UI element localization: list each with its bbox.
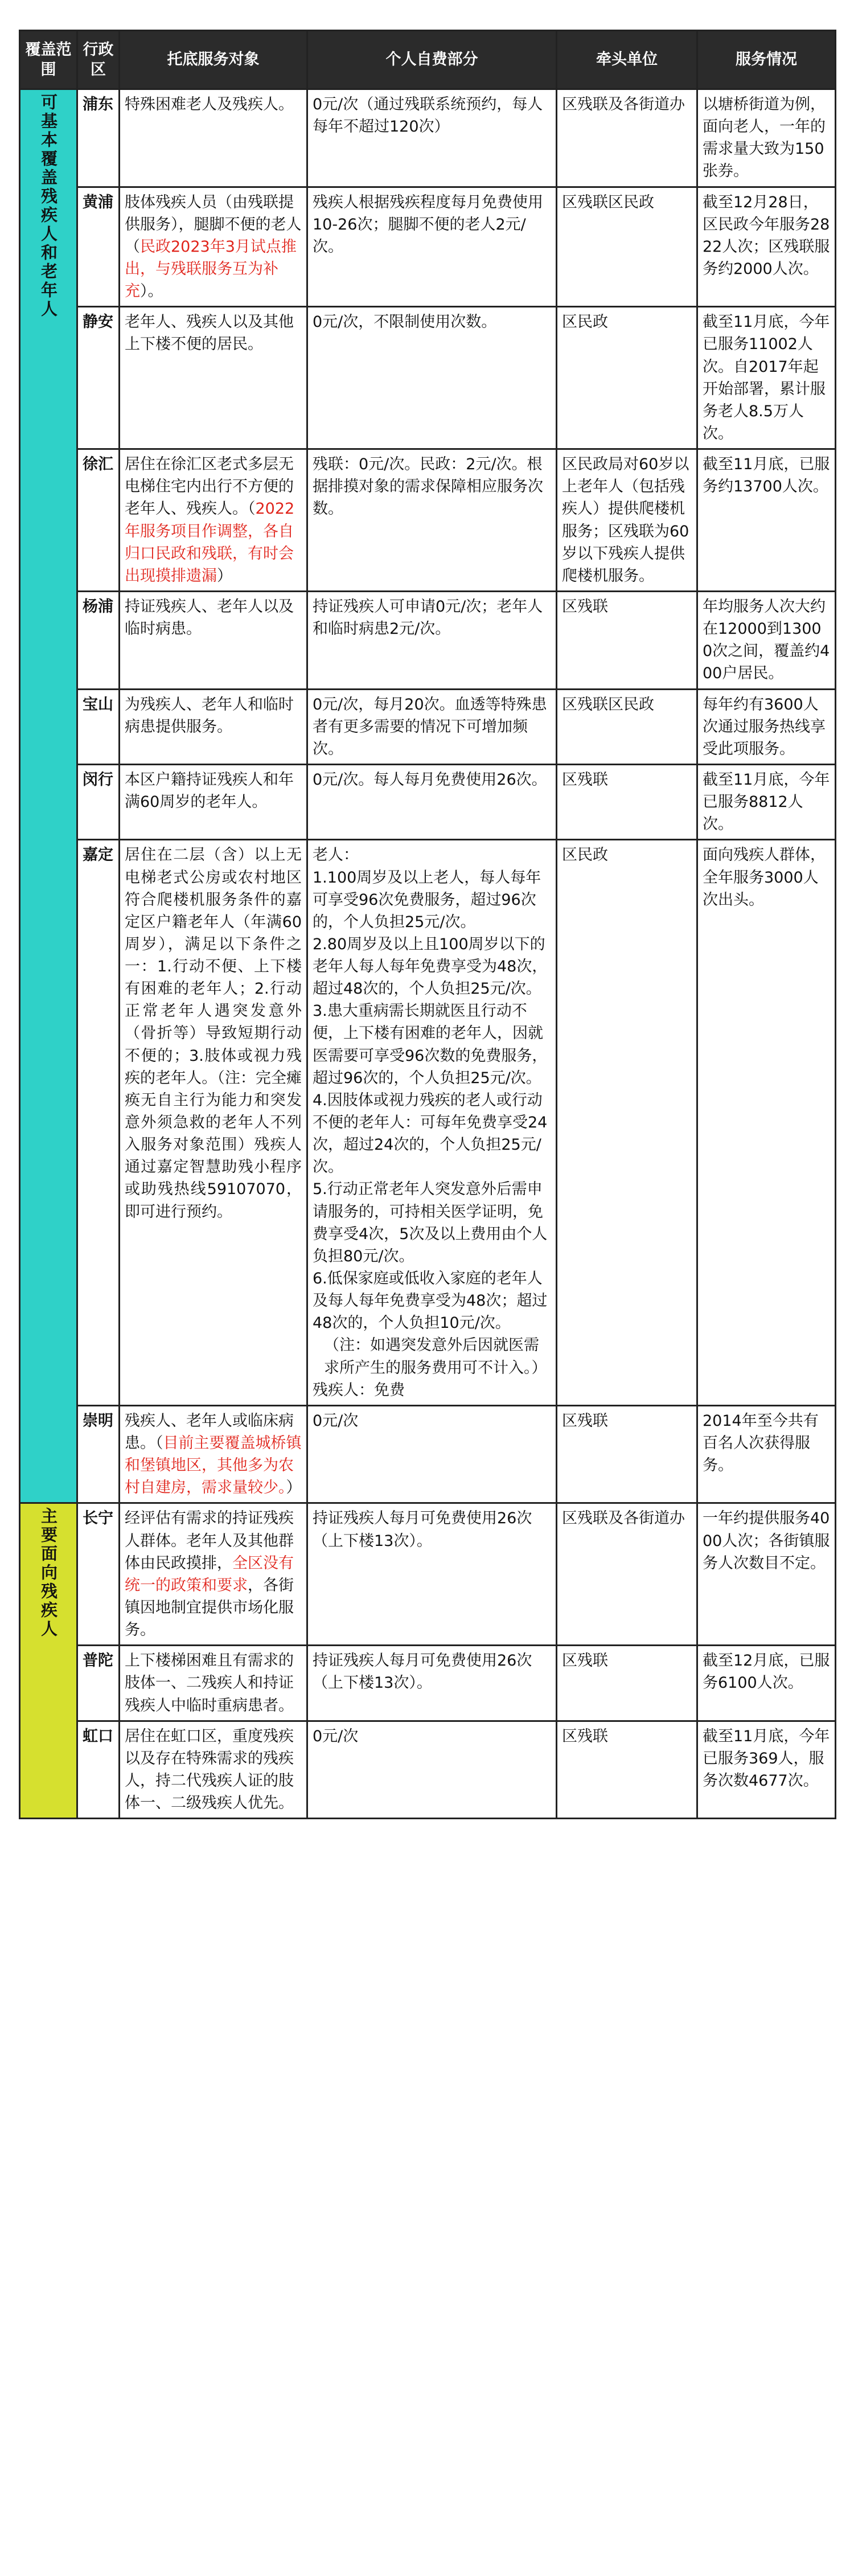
target-cell: 老年人、残疾人以及其他上下楼不便的居民。 bbox=[120, 307, 307, 449]
table-row bbox=[20, 689, 836, 764]
district-cell: 宝山 bbox=[77, 689, 120, 764]
target-highlight: 民政2023年3月试点推出，与残联服务互为补充 bbox=[125, 237, 297, 301]
target-cell: 持证残疾人、老年人以及临时病患。 bbox=[120, 591, 307, 689]
target-text-after: ） bbox=[217, 567, 232, 585]
service-cell: 每年约有3600人次通过服务热线享受此项服务。 bbox=[697, 689, 836, 764]
table-row bbox=[20, 1405, 836, 1503]
fee-cell: 0元/次，每月20次。血透等特殊患者有更多需要的情况下可增加频次。 bbox=[307, 689, 557, 764]
table-row bbox=[20, 1721, 836, 1819]
district-cell: 浦东 bbox=[77, 89, 120, 187]
district-cell: 长宁 bbox=[77, 1503, 120, 1646]
scope-label: 可基本覆盖残疾人和老年人 bbox=[39, 93, 59, 319]
scope-label: 主要面向残疾人 bbox=[39, 1507, 59, 1639]
target-cell bbox=[120, 1405, 307, 1503]
target-cell: 上下楼梯困难且有需求的肢体一、二残疾人和持证残疾人中临时重病患者。 bbox=[120, 1646, 307, 1721]
service-cell: 面向残疾人群体，全年服务3000人次出头。 bbox=[697, 840, 836, 1406]
table-row bbox=[20, 187, 836, 307]
fee-cell: 持证残疾人每月可免费使用26次（上下楼13次）。 bbox=[307, 1646, 557, 1721]
service-cell: 一年约提供服务4000人次；各街镇服务人次数目不定。 bbox=[697, 1503, 836, 1646]
fee-line: 老人： bbox=[313, 846, 359, 864]
lead-cell: 区民政局对60岁以上老年人（包括残疾人）提供爬楼机服务；区残联为60岁以下残疾人提供爬楼机服务。 bbox=[557, 449, 697, 592]
header-lead: 牵头单位 bbox=[557, 31, 697, 89]
table-row bbox=[20, 591, 836, 689]
scope-cell-group2 bbox=[20, 1503, 77, 1819]
target-text: 残疾人、老年人或临床病患。（ bbox=[125, 1412, 294, 1453]
table-row bbox=[20, 307, 836, 449]
service-cell: 以塘桥街道为例，面向老人，一年的需求量大致为150张券。 bbox=[697, 89, 836, 187]
lead-cell: 区民政 bbox=[557, 307, 697, 449]
service-cell: 截至12月底，已服务6100人次。 bbox=[697, 1646, 836, 1721]
fee-line: 6.低保家庭或低收入家庭的老年人及每人每年免费享受为48次；超过48次的，个人负担10元/次。 bbox=[313, 1270, 548, 1332]
target-cell: 居住在虹口区，重度残疾以及存在特殊需求的残疾人，持二代残疾人证的肢体一、二级残疾人优先。 bbox=[120, 1721, 307, 1819]
target-highlight: 2022年服务项目作调整，各自归口民政和残联，有时会出现摸排遗漏 bbox=[125, 500, 295, 585]
district-cell: 静安 bbox=[77, 307, 120, 449]
scope-cell-group1 bbox=[20, 89, 77, 1503]
fee-line: 1.100周岁及以上老人，每人每年可享受96次免费服务，超过96次的，个人负担25元/次。 bbox=[313, 868, 541, 931]
target-text: 居住在徐汇区老式多层无电梯住宅内出行不方便的老年人、残疾人。（ bbox=[125, 456, 294, 518]
lead-cell: 区民政 bbox=[557, 840, 697, 1406]
lead-cell: 区残联 bbox=[557, 591, 697, 689]
district-cell: 黄浦 bbox=[77, 187, 120, 307]
table-row bbox=[20, 1503, 836, 1646]
service-cell: 截至11月底，今年已服务8812人次。 bbox=[697, 764, 836, 839]
header-service: 服务情况 bbox=[697, 31, 836, 89]
district-cell: 闵行 bbox=[77, 764, 120, 839]
target-highlight: 目前主要覆盖城桥镇和堡镇地区，其他多为农村自建房，需求量较少。 bbox=[125, 1434, 302, 1497]
service-cell: 年均服务人次大约在12000到13000次之间，覆盖约400户居民。 bbox=[697, 591, 836, 689]
target-text: 肢体残疾人员（由残联提供服务），腿脚不便的老人（ bbox=[125, 193, 302, 256]
table-row bbox=[20, 764, 836, 839]
target-cell bbox=[120, 449, 307, 592]
target-cell: 为残疾人、老年人和临时病患提供服务。 bbox=[120, 689, 307, 764]
lead-cell: 区残联区民政 bbox=[557, 689, 697, 764]
fee-cell: 持证残疾人每月可免费使用26次（上下楼13次）。 bbox=[307, 1503, 557, 1646]
fee-line: （注：如遇突发意外后因就医需求所产生的服务费用可不计入。） bbox=[324, 1336, 547, 1377]
header-district: 行政区 bbox=[77, 31, 120, 89]
lead-cell: 区残联 bbox=[557, 764, 697, 839]
fee-cell: 0元/次，不限制使用次数。 bbox=[307, 307, 557, 449]
header-target: 托底服务对象 bbox=[120, 31, 307, 89]
fee-cell: 0元/次（通过残联系统预约，每人每年不超过120次） bbox=[307, 89, 557, 187]
fee-cell: 0元/次。每人每月免费使用26次。 bbox=[307, 764, 557, 839]
header-row bbox=[20, 31, 836, 89]
fee-line: 2.80周岁及以上且100周岁以下的老年人每人每年免费享受为48次，超过48次的，个人负担25元/次。 bbox=[313, 935, 548, 998]
target-highlight: 全区没有统一的政策和要求 bbox=[125, 1554, 294, 1594]
table-row bbox=[20, 89, 836, 187]
fee-cell: 残联：0元/次。民政：2元/次。根据排摸对象的需求保障相应服务次数。 bbox=[307, 449, 557, 592]
district-cell: 虹口 bbox=[77, 1721, 120, 1819]
table-row bbox=[20, 449, 836, 592]
lead-cell: 区残联及各街道办 bbox=[557, 89, 697, 187]
district-cell: 崇明 bbox=[77, 1405, 120, 1503]
district-cell: 徐汇 bbox=[77, 449, 120, 592]
target-cell: 本区户籍持证残疾人和年满60周岁的老年人。 bbox=[120, 764, 307, 839]
fee-line: 5.行动正常老年人突发意外后需申请服务的，可持相关医学证明，免费享受4次，5次及以上费用由个人负担80元/次。 bbox=[313, 1180, 548, 1265]
fee-line: 4.因肢体或视力残疾的老人或行动不便的老年人：可每年免费享受24次，超过24次的，个人负担25元/次。 bbox=[313, 1091, 548, 1176]
target-cell bbox=[120, 187, 307, 307]
fee-cell bbox=[307, 840, 557, 1406]
lead-cell: 区残联及各街道办 bbox=[557, 1503, 697, 1646]
fee-cell: 持证残疾人可申请0元/次；老年人和临时病患2元/次。 bbox=[307, 591, 557, 689]
district-cell: 杨浦 bbox=[77, 591, 120, 689]
service-cell: 2014年至今共有百名人次获得服务。 bbox=[697, 1405, 836, 1503]
service-cell: 截至11月底，今年已服务11002人次。自2017年起开始部署，累计服务老人8.5万人次。 bbox=[697, 307, 836, 449]
target-text: 经评估有需求的持证残疾人群体。老年人及其他群体由民政摸排， bbox=[125, 1509, 294, 1572]
lead-cell: 区残联 bbox=[557, 1721, 697, 1819]
table-row bbox=[20, 1646, 836, 1721]
fee-cell: 残疾人根据残疾程度每月免费使用10-26次；腿脚不便的老人2元/次。 bbox=[307, 187, 557, 307]
target-cell bbox=[120, 1503, 307, 1646]
target-cell: 特殊困难老人及残疾人。 bbox=[120, 89, 307, 187]
service-table bbox=[19, 30, 836, 1819]
target-text-after: ）。 bbox=[140, 282, 163, 301]
lead-cell: 区残联 bbox=[557, 1646, 697, 1721]
lead-cell: 区残联区民政 bbox=[557, 187, 697, 307]
target-text-after: ，各街镇因地制宜提供市场化服务。 bbox=[125, 1576, 294, 1639]
fee-cell: 0元/次 bbox=[307, 1721, 557, 1819]
fee-cell: 0元/次 bbox=[307, 1405, 557, 1503]
district-cell: 普陀 bbox=[77, 1646, 120, 1721]
service-cell: 截至12月28日，区民政今年服务2822人次；区残联服务约2000人次。 bbox=[697, 187, 836, 307]
table-row bbox=[20, 840, 836, 1406]
header-fee: 个人自费部分 bbox=[307, 31, 557, 89]
service-cell: 截至11月底，已服务约13700人次。 bbox=[697, 449, 836, 592]
fee-line: 残疾人：免费 bbox=[313, 1381, 405, 1399]
lead-cell: 区残联 bbox=[557, 1405, 697, 1503]
header-scope: 覆盖范围 bbox=[20, 31, 77, 89]
target-text-after: ） bbox=[286, 1479, 302, 1497]
service-cell: 截至11月底，今年已服务369人，服务次数4677次。 bbox=[697, 1721, 836, 1819]
target-cell: 居住在二层（含）以上无电梯老式公房或农村地区符合爬楼机服务条件的嘉定区户籍老年人（年满60周岁），满足以下条件之一：1.行动不便、上下楼有困难的老年人；2.行动正常老年人遇突发意外（骨折等）导致短期行动不便的；3.肢体或视力残疾的老年人。（注：完全瘫痪无自主行为能力和突发意外须急救的老年人不列入服务对象范围）残疾人通过嘉定智慧助残小程序或助残热线59107070，即可进行预约。 bbox=[120, 840, 307, 1406]
fee-line: 3.患大重病需长期就医且行动不便，上下楼有困难的老年人，因就医需要可享受96次数的免费服务，超过96次的，个人负担25元/次。 bbox=[313, 1002, 548, 1087]
district-cell: 嘉定 bbox=[77, 840, 120, 1406]
